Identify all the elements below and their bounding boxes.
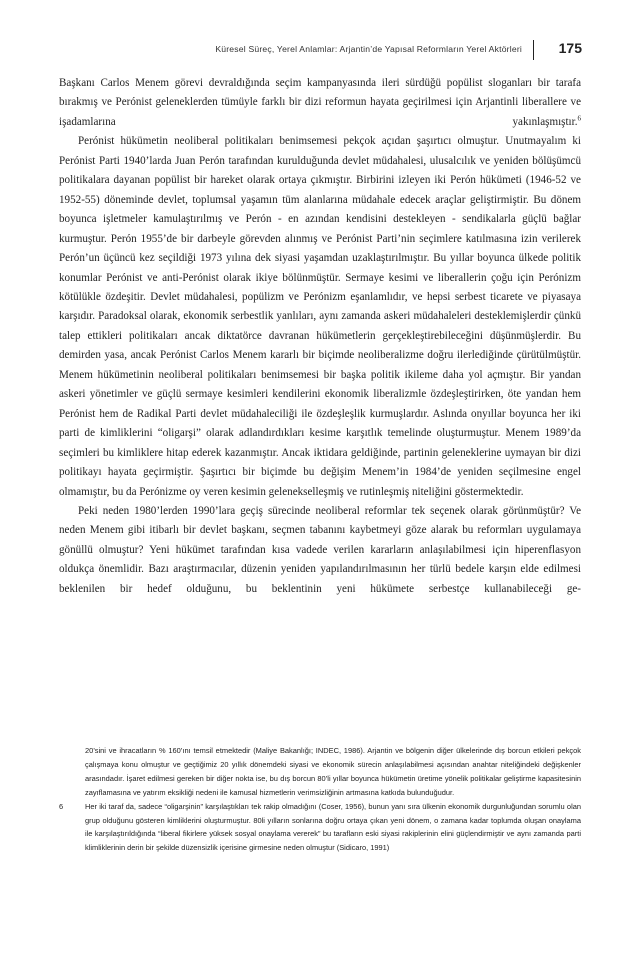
running-title: Küresel Süreç, Yerel Anlamlar: Arjantin’de Yapısal Reformların Yerel Aktörleri <box>215 44 522 54</box>
page-number: 175 <box>558 40 582 56</box>
footnotes <box>59 744 581 855</box>
footnote-continuation <box>59 744 581 800</box>
footnote-continuation-text: 20’sini ve ihracatların % 160’ını temsil etmektedir (Maliye Bakanlığı; INDEC, 1986). Arjantin ve bölgenin diğer ülkelerinde dış borcun etkileri pekçok çalışmaya konu olmuştur ve geçtiğimiz 20 yıllık dönemdeki siyasi ve ekonomik sürecin anlaşılabilmesi açısından anahtar niteliğindeki değişkenler arasındadır. İşaret edilmesi gereken bir diğer nokta ise, bu dış borcun 80’li yıllar boyunca hükümetin üretime yönelik politikalar geliştirme kapasitesinin zayıflamasına ve yatırım eksikliği nedeni ile kamusal hizmetlerin verimsizliğinin artmasına katkıda bulunduğudur. <box>85 746 581 797</box>
paragraph-3: Peki neden 1980’lerden 1990’lara geçiş sürecinde neoliberal reformlar tek seçenek olarak görünmüştür? Ve neden Menem gibi itibarlı bir devlet başkanı, seçmen tabanını kaybetmeyi göze alarak bu reformları uygulamaya gönüllü olmuştur? Yeni hükümet tarafından kısa vadede verilen kararların anlaşılabilmesi için hiperenflasyon oldukça önemlidir. Bazı araştırmacılar, düzenin yeniden yapılandırılmasının her türlü bedele karşın elde edilmesi beklenilen bir hedef olduğunu, bu beklentinin yeni hükümete serbestçe kullanabileceği ge- <box>59 504 581 595</box>
running-header <box>60 40 582 62</box>
paragraph-2: Perónist hükümetin neoliberal politikaları benimsemesi pekçok açıdan şaşırtıcı olmuştur. Unutmayalım ki Perónist Parti 1940’larda Juan Perón tarafından kurulduğunda devlet müdahalesi, ulusalcılık ve yeniden bölüşümcü politikalara dayanan popülist bir hareket olarak ortaya çıkmıştır. Birbirini izleyen iki Perón hükümeti (1946-52 ve 1952-55) döneminde devlet, toplumsal yaşamın tüm alanlarına müdahale edecek araçlar geliştirmiştir. Bu dönem boyunca işletmeler kamulaştırılmış ve Perón - en azından kendisini destekleyen - sendikalarla güçlü bağlar kurmuştur. Perón 1955’de bir darbeyle görevden alınmış ve Perónist Parti’nin seçimlere katılmasına izin verilerek Perón’un üçüncü kez seçildiği 1973 yılına dek siyasi yaşamdan uzaklaştırılmıştır. Bu yıllar boyunca ülkede politik konumlar Perónist ve anti-Perónist olarak ikiye bölünmüştür. Sermaye kesimi ve liberallerin çoğu için Perónizm kötülükle özdeşitir. Devlet müdahalesi, popülizm ve Perónizm eşanlamlıdır, ve hepsi serbest ticarete ve piyasaya karşıdır. Paradoksal olarak, ekonomik serbestlik yanlıları, aynı zamanda askeri müdahaleleri desteklemişlerdir çünkü talep ettikleri politikaları ancak diktatörce davranan hükümetlerin gerçekleştirebileceğini düşünmüşlerdir. Bu demirden yasa, ancak Perónist Carlos Menem kararlı bir biçimde neoliberalizme doğru ilerlediğinde çürütülmüştür. Menem hükümetinin neoliberal politikaları benimsemesi bir başka politik ikileme daha yol açmıştır. Bir yandan askeri yönetimler ve güçlü sermaye kesimleri kendilerini ekonomik liberalizmle özdeşleştirirken, öte yandan hem Perónist hem de Radikal Parti devlet müdahaleciliği ile özdeşleşlik kurmuşlardır. Aslında onyıllar boyunca her iki parti de kimliklerini “oligarşi” olarak adlandırdıkları kesime karşıtlık temelinde oluşturmuştur. Menem 1989’da seçimleri bu kimliklere hitap ederek kazanmıştır. Ancak iktidara geldiğinde, partinin geleneklerine uymayan bir dizi politikayı hayata geçirmiştir. Şaşırtıcı bir biçimde bu değişim Menem’in 1984’de yeniden seçilmesine engel olmamıştır, bu da Perónizme oy veren kesimin gelenekselleşmiş ve rutinleşmiş niteliğini göstermektedir. <box>59 135 581 498</box>
footnote-6 <box>59 800 581 856</box>
body-text <box>59 74 581 599</box>
footnote-ref-6[interactable]: 6 <box>577 114 581 123</box>
footnote-6-number: 6 <box>59 801 64 811</box>
paragraph-1 <box>59 74 581 132</box>
footnote-6-text: Her iki taraf da, sadece “oligarşinin” karşılaştıkları tek rakip olmadığını (Coser, 1956), bunun yanı sıra ülkenin ekonomik durgunluğundan sorumlu olan grup olduğunu gösteren kimliklerini oluşturmuştur. 80li yılların sonlarına doğru ortaya çıkan yeni dönem, o zamana kadar toplumda oluşan onaylama ile karşılaştırıldığında “liberal fikirlere yüksek sosyal onaylama vererek” bu tarafların eski siyasi rakiplerinin elini güçlendirmiştir ve aynı zamanda parti klimliklerinin derin bir şekilde düzensizlik içerisine girmesine neden olmuştur (Sidicaro, 1991) <box>85 801 581 853</box>
header-divider <box>533 40 534 60</box>
paragraph-1-text: Başkanı Carlos Menem görevi devraldığında seçim kampanyasında ileri sürdüğü popülist sloganları bir tarafa bırakmış ve Perónist geleneklerden tümüyle farklı bir dizi reformun hayata geçirilmesi için Arjantinli liberallere ve işadamlarına yakınlaşmıştır. <box>59 77 581 128</box>
